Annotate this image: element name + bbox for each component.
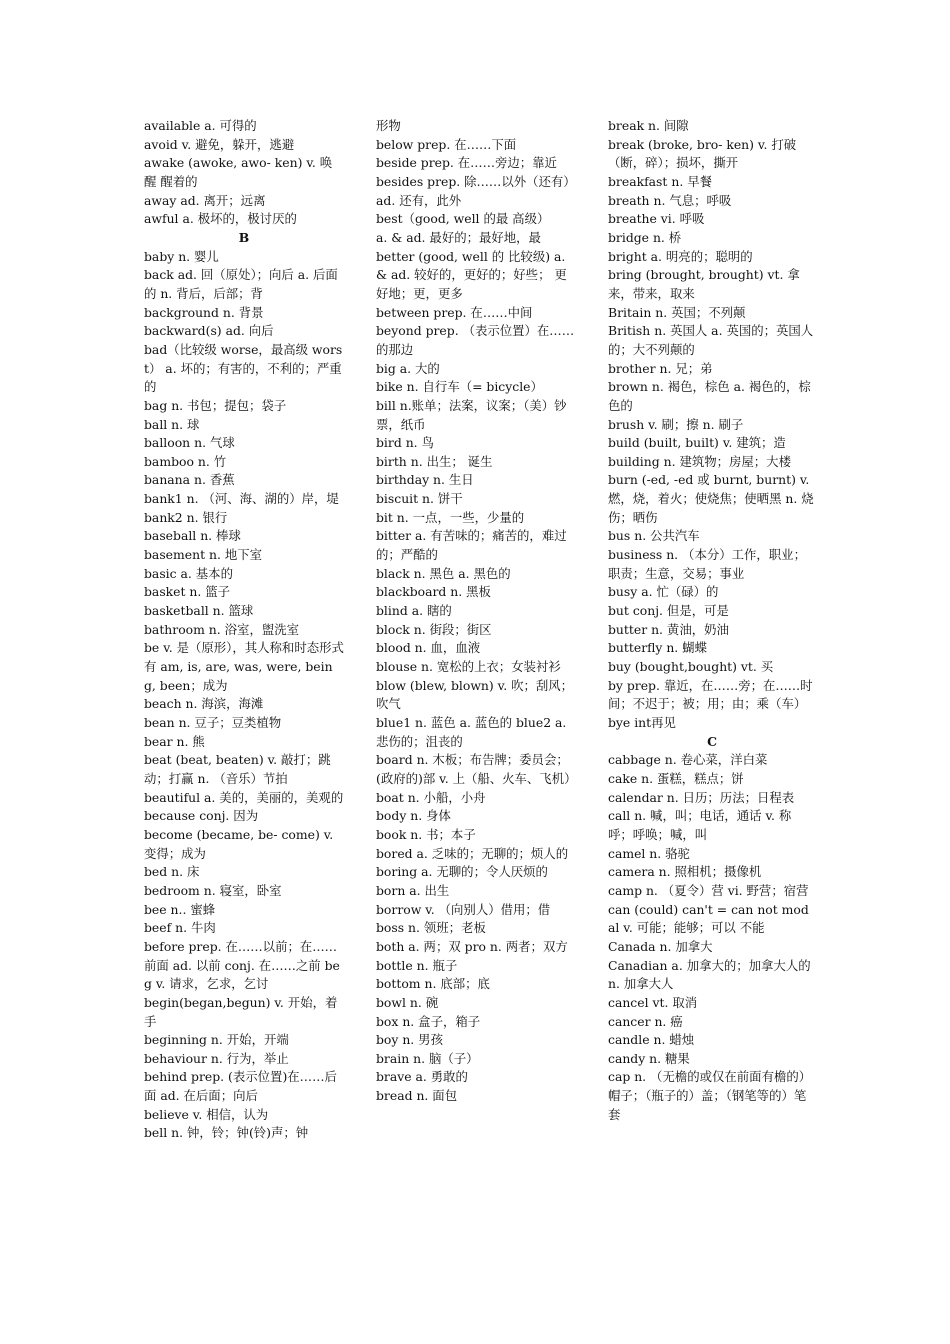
vocab-entry: awake (awoke, awo- ken) v. 唤醒 醒着的 <box>144 155 333 189</box>
vocab-entry: camp n. （夏令）营 vi. 野营；宿营 <box>608 882 809 898</box>
vocab-entry: believe v. 相信，认为 <box>144 1106 269 1122</box>
vocab-entry: break (broke, bro- ken) v. 打破（断，碎）；损坏，撕开 <box>608 136 797 171</box>
vocab-entry: box n. 盒子，箱子 <box>376 1013 481 1029</box>
column-3 <box>608 117 816 1124</box>
vocab-entry: bad（比较级 worse，最高级 worst） a. 坏的；有害的，不利的；严重的 <box>144 341 343 395</box>
vocab-entry: beginning n. 开始，开端 <box>144 1032 289 1048</box>
vocab-entry: cap n. （无檐的或仅在前面有檐的）帽子；（瓶子的）盖；（钢笔等的）笔套 <box>608 1069 812 1122</box>
vocab-entry: cancel vt. 取消 <box>608 994 698 1010</box>
vocab-entry: birthday n. 生日 <box>376 472 474 488</box>
vocab-entry: boy n. 男孩 <box>376 1032 443 1048</box>
vocab-entry: birth n. 出生； 诞生 <box>376 453 493 469</box>
vocab-entry: baseball n. 棒球 <box>144 528 241 544</box>
vocab-entry: bank1 n. （河、海、湖的）岸，堤 <box>144 491 339 507</box>
vocab-entry: cake n. 蛋糕，糕点；饼 <box>608 770 744 786</box>
vocab-entry: a. & ad. 最好的；最好地，最 <box>376 229 541 245</box>
vocab-entry: bed n. 床 <box>144 864 200 880</box>
vocab-entry: beat (beat, beaten) v. 敲打；跳动；打赢 n. （音乐）节拍 <box>144 752 331 786</box>
vocab-entry: big a. 大的 <box>376 360 440 376</box>
vocab-entry: brave a. 勇敢的 <box>376 1069 468 1085</box>
vocab-entry: blind a. 瞎的 <box>376 603 452 619</box>
vocab-entry: blackboard n. 黑板 <box>376 584 491 600</box>
vocab-entry: cabbage n. 卷心菜，洋白菜 <box>608 752 768 768</box>
vocab-entry: bee n.. 蜜蜂 <box>144 901 216 917</box>
vocab-entry: bright a. 明亮的；聪明的 <box>608 248 753 264</box>
vocab-entry: beef n. 牛肉 <box>144 920 216 936</box>
vocab-entry: beyond prep. （表示位置）在……的那边 <box>376 323 575 357</box>
vocab-entry: baby n. 婴儿 <box>144 248 219 264</box>
vocab-entry: be v. 是（原形），其人称和时态形式有 am, is, are, was, were, being, been；成为 <box>144 640 344 693</box>
vocab-entry: calendar n. 日历；历法；日程表 <box>608 789 795 805</box>
vocab-entry: bread n. 面包 <box>376 1088 458 1104</box>
vocab-entry: boat n. 小船，小舟 <box>376 789 486 805</box>
vocab-entry: back ad. 回（原处）；向后 a. 后面的 n. 背后，后部；背 <box>144 267 338 301</box>
vocab-entry: blow (blew, blown) v. 吹；刮风；吹气 <box>376 677 574 712</box>
vocab-entry: away ad. 离开；远离 <box>144 192 266 208</box>
vocab-entry: bus n. 公共汽车 <box>608 528 700 544</box>
vocab-entry: beside prep. 在……旁边；靠近 <box>376 155 557 171</box>
vocab-entry: bye int再见 <box>608 715 676 730</box>
vocab-entry: candy n. 糖果 <box>608 1050 690 1066</box>
vocab-entry: behind prep. (表示位置)在……后面 ad. 在后面；向后 <box>144 1069 337 1104</box>
vocab-entry: background n. 背景 <box>144 304 264 320</box>
vocab-entry: below prep. 在……下面 <box>376 136 517 152</box>
vocab-entry: 形物 <box>376 118 401 133</box>
column-2 <box>376 117 576 1106</box>
vocab-entry: bird n. 鸟 <box>376 435 434 451</box>
vocab-entry: biscuit n. 饼干 <box>376 491 463 507</box>
vocab-entry: basic a. 基本的 <box>144 565 233 581</box>
vocab-entry: blouse n. 宽松的上衣；女装衬衫 <box>376 659 561 675</box>
vocab-entry: butter n. 黄油，奶油 <box>608 621 729 637</box>
vocab-entry: begin(began,begun) v. 开始，着手 <box>144 994 338 1029</box>
vocab-entry: bell n. 钟，铃；钟(铃)声；钟 <box>144 1125 309 1141</box>
vocab-entry: between prep. 在……中间 <box>376 304 533 320</box>
vocab-entry: best（good, well 的最 高级） <box>376 211 550 227</box>
vocab-entry: breakfast n. 早餐 <box>608 173 712 189</box>
vocab-entry: can (could) can't = can not modal v. 可能；能够；可以 不能 <box>608 901 809 936</box>
vocab-entry: business n. （本分）工作，职业；职责；生意，交易；事业 <box>608 547 806 581</box>
vocab-entry: board n. 木板；布告牌；委员会；(政府的)部 v. 上（船、火车、飞机） <box>376 752 577 786</box>
vocab-entry: body n. 身体 <box>376 808 451 824</box>
vocab-entry: camel n. 骆驼 <box>608 845 690 861</box>
vocab-entry: behaviour n. 行为，举止 <box>144 1050 289 1066</box>
vocab-entry: breath n. 气息；呼吸 <box>608 192 732 208</box>
vocab-entry: brush v. 刷；擦 n. 刷子 <box>608 416 744 432</box>
vocab-entry: better (good, well 的 比较级) a.& ad. 较好的，更好的；好些； 更好地；更，更多 <box>376 248 567 301</box>
vocab-entry: both a. 两；双 pro n. 两者；双方 <box>376 938 568 954</box>
vocab-entry: born a. 出生 <box>376 882 450 898</box>
vocab-entry: basket n. 篮子 <box>144 584 231 600</box>
vocab-entry: avoid v. 避免，躲开，逃避 <box>144 136 295 152</box>
vocab-entry: basketball n. 篮球 <box>144 603 254 619</box>
section-letter-heading: C <box>707 733 717 749</box>
vocab-entry: book n. 书；本子 <box>376 826 476 842</box>
vocab-entry: busy a. 忙（碌）的 <box>608 584 719 600</box>
vocab-entry: black n. 黑色 a. 黑色的 <box>376 565 511 581</box>
vocab-entry: breathe vi. 呼吸 <box>608 211 705 227</box>
vocab-entry: blood n. 血，血液 <box>376 640 481 656</box>
vocab-entry: beach n. 海滨，海滩 <box>144 696 264 712</box>
vocab-entry: cancer n. 癌 <box>608 1013 683 1029</box>
section-letter-heading: B <box>238 229 250 245</box>
vocab-entry: bottom n. 底部；底 <box>376 976 490 992</box>
vocab-entry: because conj. 因为 <box>144 808 259 824</box>
vocab-entry: borrow v. （向别人）借用；借 <box>376 901 551 917</box>
vocab-entry: balloon n. 气球 <box>144 435 235 451</box>
vocab-entry: bottle n. 瓶子 <box>376 957 458 973</box>
vocab-entry: call n. 喊，叫；电话，通话 v. 称呼；呼唤；喊，叫 <box>608 808 792 842</box>
vocab-entry: bring (brought, brought) vt. 拿来，带来，取来 <box>608 267 800 301</box>
vocab-entry: bean n. 豆子；豆类植物 <box>144 715 282 730</box>
vocab-entry: bridge n. 桥 <box>608 229 682 245</box>
vocab-entry: build (built, built) v. 建筑；造 <box>608 435 786 451</box>
vocab-entry: brain n. 脑（子） <box>376 1050 479 1066</box>
vocab-entry: Britain n. 英国；不列颠 <box>608 304 746 320</box>
vocab-entry: break n. 间隙 <box>608 118 689 133</box>
vocab-entry: basement n. 地下室 <box>144 547 263 563</box>
vocab-entry: burn (-ed, -ed 或 burnt, burnt) v. 燃，烧，着火；使烧焦；使晒黑 n. 烧伤；晒伤 <box>608 472 814 525</box>
vocab-entry: backward(s) ad. 向后 <box>144 323 274 339</box>
vocab-entry: bitter a. 有苦味的；痛苦的，难过的；严酷的 <box>376 528 567 563</box>
vocab-entry: boring a. 无聊的；令人厌烦的 <box>376 864 548 880</box>
vocab-entry: Canadian a. 加拿大的；加拿大人的 n. 加拿大人 <box>608 957 811 992</box>
vocab-entry: bamboo n. 竹 <box>144 453 227 469</box>
vocab-entry: banana n. 香蕉 <box>144 472 235 488</box>
vocab-entry: bear n. 熊 <box>144 733 205 749</box>
vocab-entry: by prep. 靠近，在……旁；在……时间；不迟于；被；用；由；乘（车） <box>608 677 813 712</box>
vocab-entry: British n. 英国人 a. 英国的；英国人的；大不列颠的 <box>608 323 814 357</box>
vocab-entry: bowl n. 碗 <box>376 994 439 1010</box>
vocab-entry: bored a. 乏味的；无聊的；烦人的 <box>376 845 569 861</box>
vocab-entry: bedroom n. 寝室，卧室 <box>144 882 282 898</box>
vocab-entry: but conj. 但是，可是 <box>608 603 729 619</box>
vocab-entry: camera n. 照相机；摄像机 <box>608 864 762 880</box>
vocab-entry: bike n. 自行车（= bicycle） <box>376 379 543 395</box>
vocab-entry: besides prep. 除……以外（还有） ad. 还有，此外 <box>376 173 576 208</box>
vocab-entry: buy (bought,bought) vt. 买 <box>608 659 774 675</box>
vocab-entry: bank2 n. 银行 <box>144 509 228 525</box>
vocab-entry: before prep. 在……以前；在……前面 ad. 以前 conj. 在……之前 beg v. 请求，乞求，乞讨 <box>144 938 340 992</box>
vocab-entry: Canada n. 加拿大 <box>608 938 713 954</box>
vocab-entry: bathroom n. 浴室，盥洗室 <box>144 621 300 637</box>
vocab-entry: beautiful a. 美的，美丽的，美观的 <box>144 789 344 805</box>
vocab-entry: bit n. 一点，一些，少量的 <box>376 509 525 525</box>
vocab-entry: bag n. 书包；提包；袋子 <box>144 397 287 413</box>
vocab-entry: brown n. 褐色，棕色 a. 褐色的，棕色的 <box>608 379 811 413</box>
vocab-entry: block n. 街段；街区 <box>376 621 492 637</box>
vocab-entry: available a. 可得的 <box>144 118 257 133</box>
vocab-entry: awful a. 极坏的，极讨厌的 <box>144 211 297 227</box>
vocab-entry: boss n. 领班；老板 <box>376 920 486 936</box>
vocab-entry: candle n. 蜡烛 <box>608 1032 695 1048</box>
vocab-entry: blue1 n. 蓝色 a. 蓝色的 blue2 a. 悲伤的；沮丧的 <box>376 715 567 749</box>
vocab-entry: butterfly n. 蝴蝶 <box>608 640 707 656</box>
vocab-entry: brother n. 兄；弟 <box>608 360 713 376</box>
vocab-entry: become (became, be- come) v. 变得；成为 <box>144 826 334 861</box>
vocab-entry: building n. 建筑物；房屋；大楼 <box>608 453 791 469</box>
vocab-entry: ball n. 球 <box>144 416 200 432</box>
column-1 <box>144 117 344 1143</box>
vocab-entry: bill n.账单；法案，议案；（美）钞票，纸币 <box>376 397 567 432</box>
